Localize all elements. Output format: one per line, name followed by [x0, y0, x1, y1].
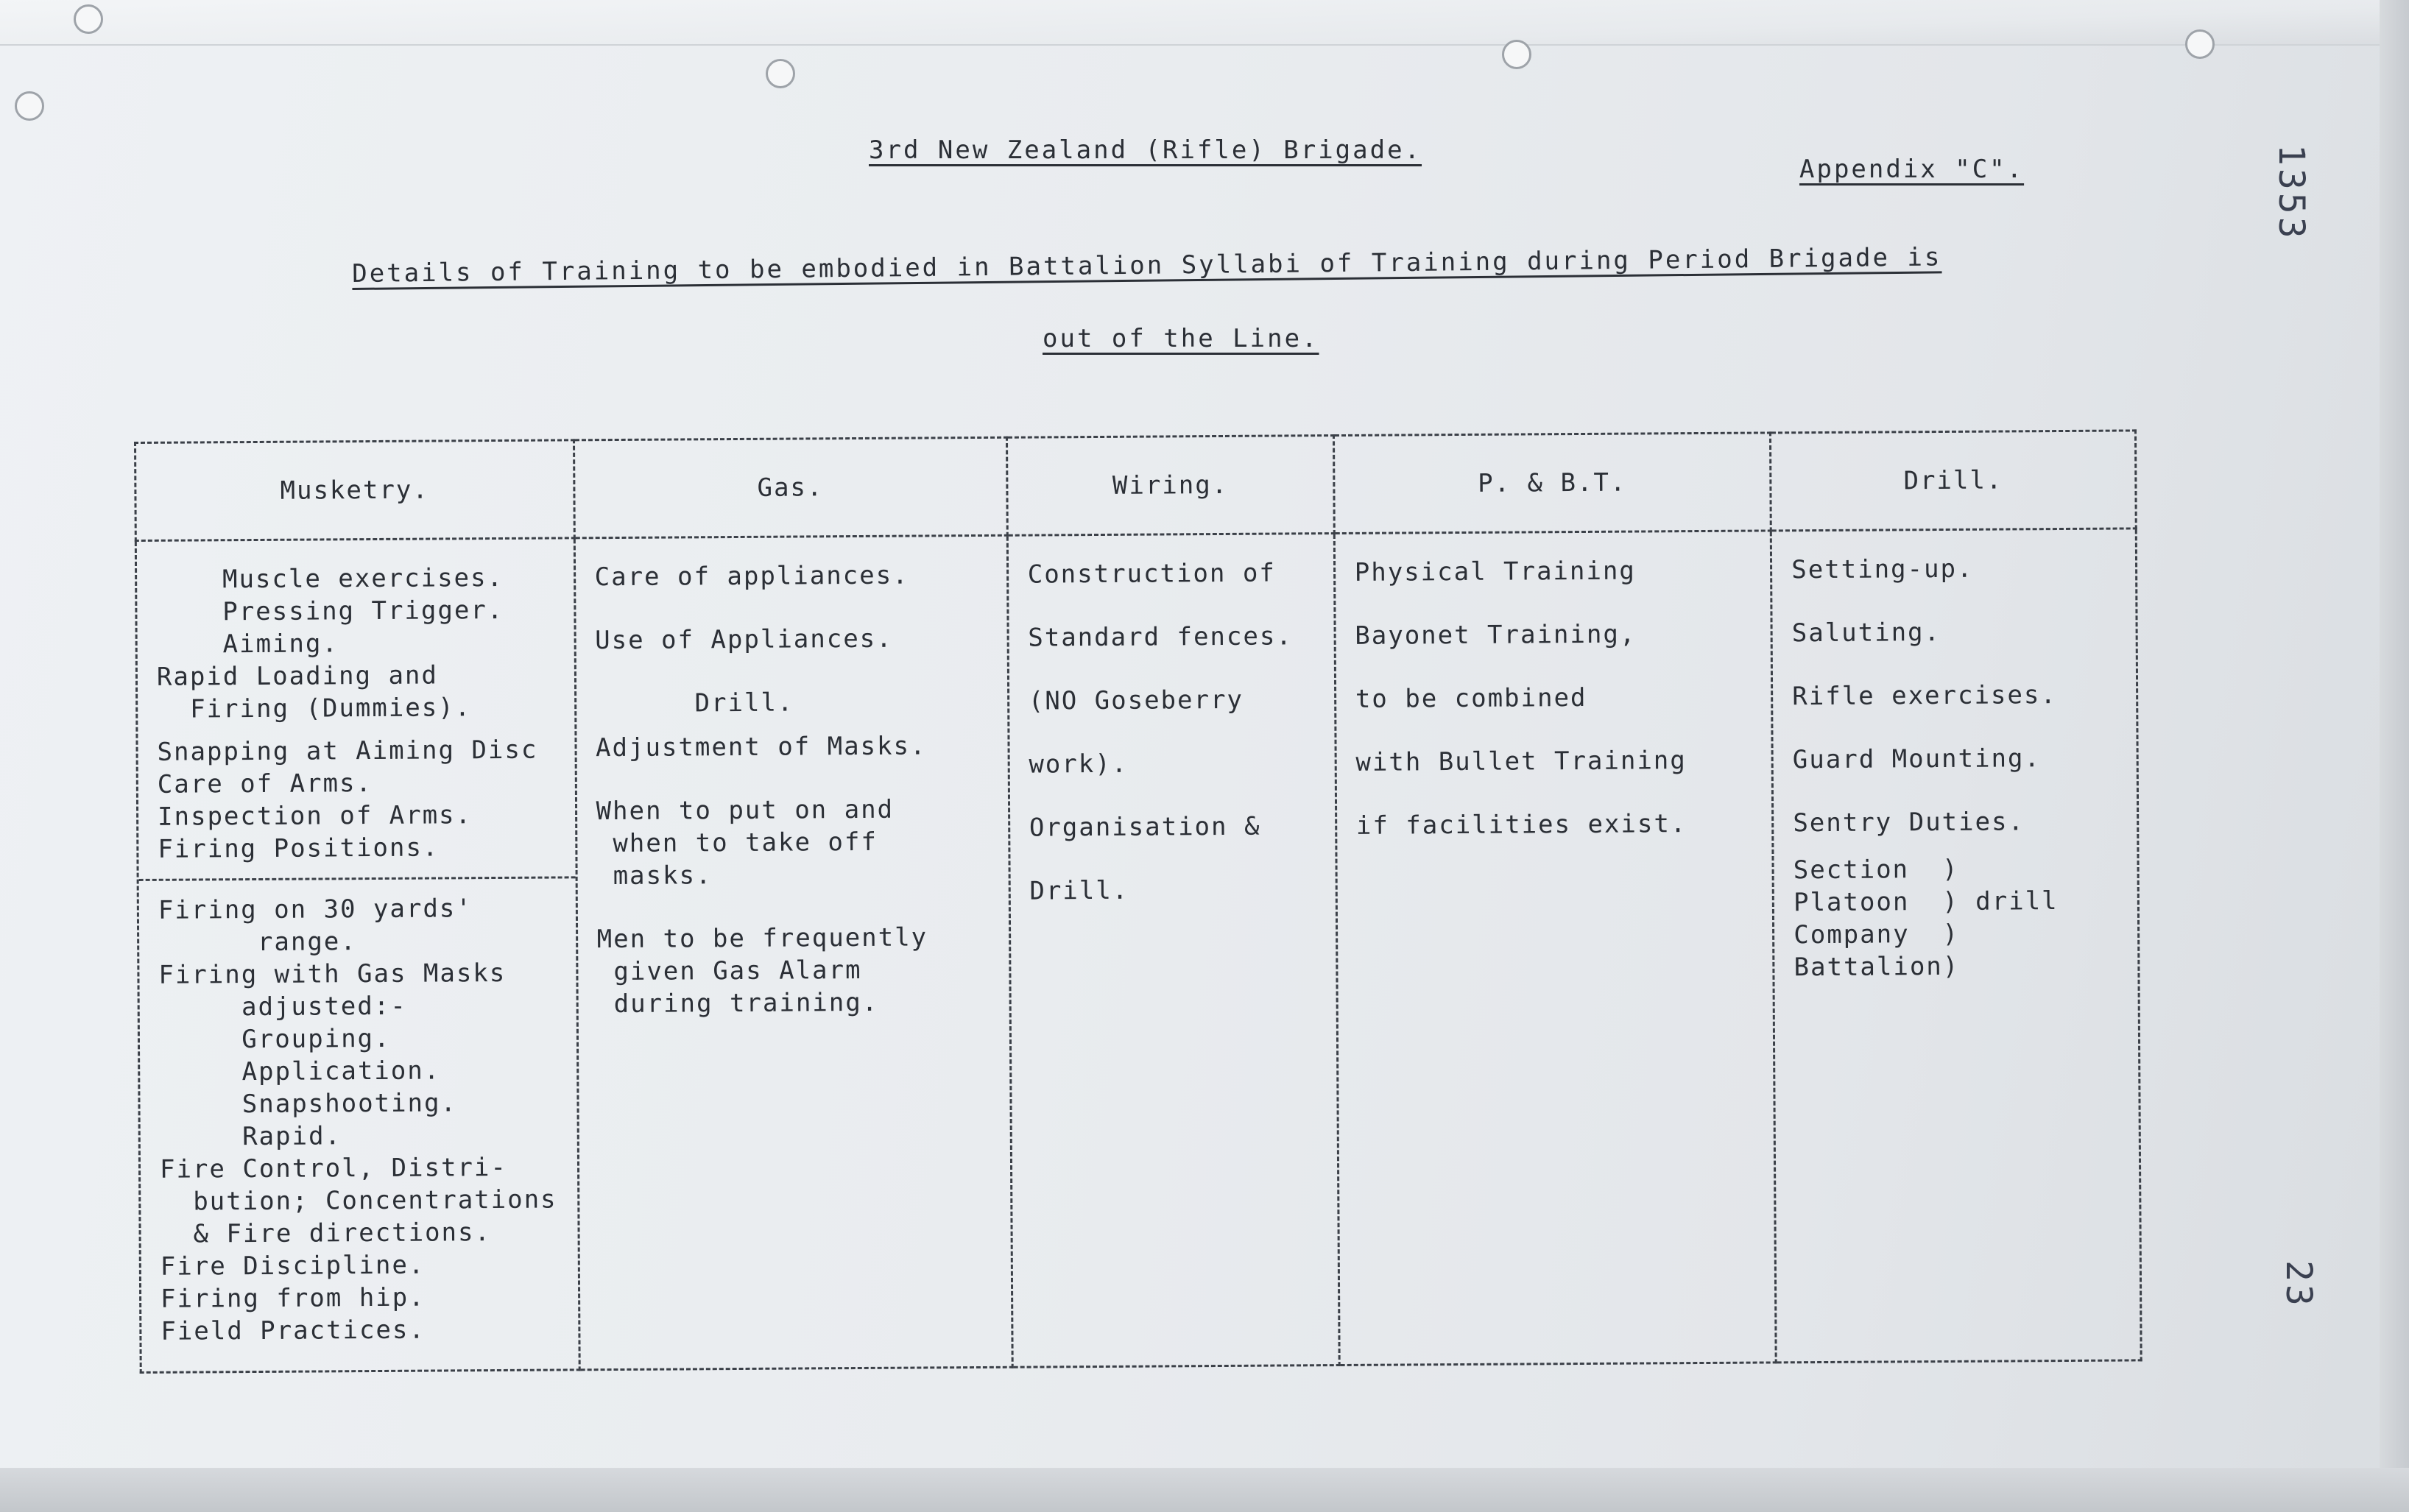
column-header-gas: Gas. [574, 437, 1007, 538]
wiring-list [1028, 557, 1321, 907]
list-item: Field Practices. [161, 1315, 426, 1346]
punch-hole [766, 59, 795, 88]
list-item: Firing Positions. [158, 833, 440, 864]
list-item: Setting-up. [1791, 554, 1974, 585]
page-top-edge [0, 0, 2409, 46]
column-header-wiring: Wiring. [1006, 436, 1334, 536]
table-body-row [135, 529, 2141, 1373]
list-item: Adjustment of Masks. [595, 731, 927, 763]
musketry-cell [135, 538, 579, 1373]
list-item: Standard fences. [1028, 621, 1293, 653]
list-item: Organisation & [1029, 811, 1261, 843]
training-syllabus-table [134, 429, 2142, 1374]
document-title-line2: out of the Line. [1043, 324, 1319, 353]
list-item: Men to be frequently given Gas Alarm during training. [596, 922, 928, 1020]
list-item: Firing from hip. [160, 1282, 426, 1314]
drill-units-list: Section ) Platoon ) drill Company ) Battalion) [1793, 854, 2059, 983]
punch-hole [2185, 29, 2215, 59]
musketry-list-basic [156, 561, 560, 865]
list-item: Care of Arms. [157, 769, 373, 799]
brigade-heading: 3rd New Zealand (Rifle) Brigade. [869, 135, 1422, 165]
list-item: Rapid Loading and Firing (Dummies). [156, 660, 472, 724]
pbt-list [1355, 554, 1757, 842]
list-item: Muscle exercises. Pressing Trigger. Aiming. [156, 562, 504, 660]
list-item: with Bullet Training [1355, 746, 1687, 777]
gas-list [595, 559, 995, 1020]
page-bottom-edge [0, 1468, 2409, 1512]
list-item: Drill. [595, 688, 794, 719]
wiring-cell [1007, 534, 1339, 1368]
list-item: Use of Appliances. [595, 623, 893, 656]
list-item: to be combined [1355, 682, 1587, 714]
list-item: Snapping at Aiming Disc [157, 735, 538, 767]
page-right-edge [2380, 0, 2409, 1512]
list-item: Construction of [1027, 558, 1276, 590]
list-item: Firing with Gas Masks adjusted:- Grouping. Application. Snapshooting. Rapid. [158, 958, 507, 1152]
punch-hole [74, 4, 103, 34]
table-header-row [135, 431, 2137, 541]
list-item: Guard Mounting. [1792, 743, 2042, 775]
list-item: Physical Training [1354, 556, 1636, 587]
drill-list [1791, 552, 2123, 984]
musketry-list-advanced [158, 891, 563, 1347]
list-item: When to put on and when to take off masks. [596, 794, 895, 891]
gas-cell [574, 535, 1012, 1370]
list-item: Care of appliances. [594, 560, 909, 593]
list-item: Drill. [1029, 875, 1129, 906]
appendix-label: Appendix "C". [1799, 155, 2025, 184]
list-item: Firing on 30 yards' range. [158, 894, 473, 958]
list-item: if facilities exist. [1355, 809, 1687, 841]
list-item: (NO Goseberry [1028, 685, 1244, 716]
column-header-musketry: Musketry. [135, 440, 574, 541]
list-item: Saluting. [1791, 618, 1941, 649]
page-number-stamp: 1353 [2271, 144, 2312, 241]
list-item: Rifle exercises. [1792, 680, 2057, 712]
column-header-drill: Drill. [1771, 431, 2137, 531]
punch-hole [1502, 40, 1531, 69]
document-title-line1: Details of Training to be embodied in Battalion Syllabi of Training during Period Brigade is [352, 242, 1942, 289]
punch-hole [15, 91, 44, 121]
list-item: Fire Discipline. [160, 1250, 426, 1282]
list-item: Fire Control, Distri- bution; Concentrations & Fire directions. [159, 1152, 557, 1249]
musketry-section-divider [139, 876, 576, 881]
folio-number-stamp: 23 [2278, 1260, 2319, 1309]
list-item: Inspection of Arms. [157, 800, 473, 832]
list-item: Bayonet Training, [1355, 619, 1637, 651]
list-item: Sentry Duties. [1793, 807, 2025, 838]
drill-cell [1771, 529, 2141, 1363]
column-header-pbt: P. & B.T. [1333, 433, 1771, 534]
list-item: work). [1029, 749, 1129, 780]
pbt-cell [1334, 531, 1776, 1366]
